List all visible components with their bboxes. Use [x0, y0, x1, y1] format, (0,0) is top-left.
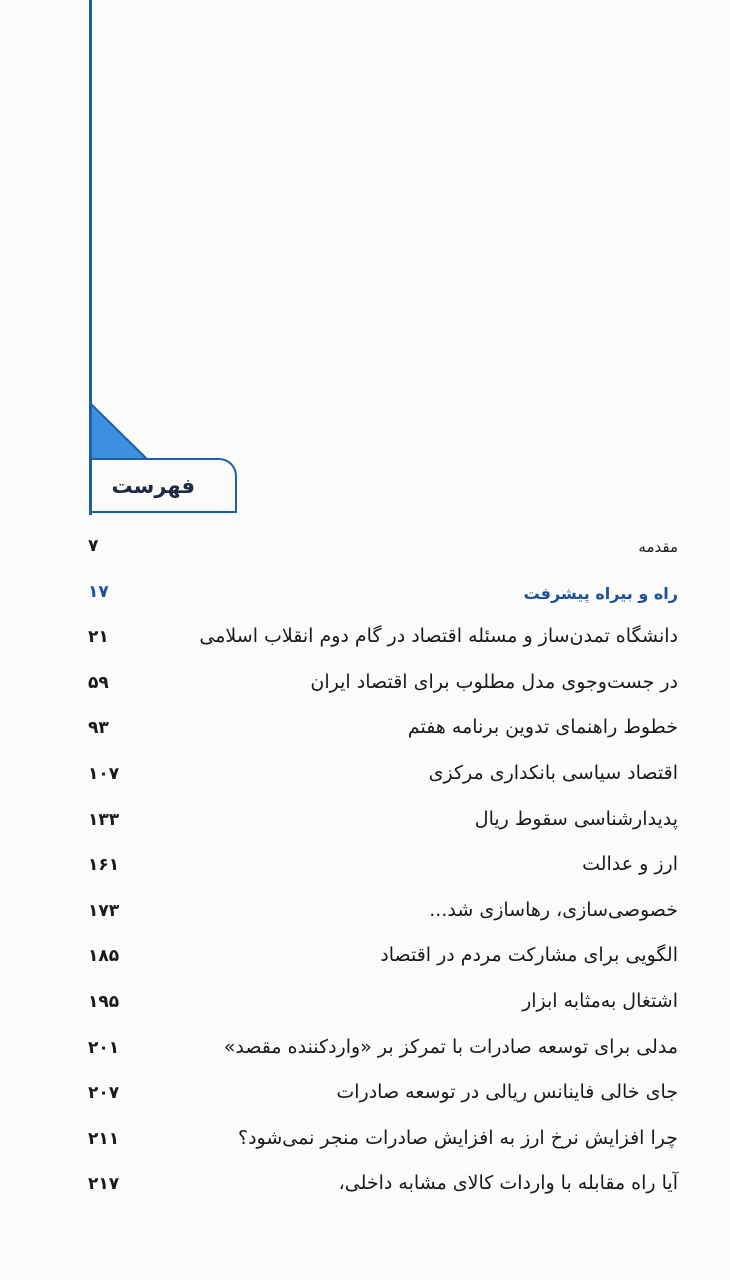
- page-title: فهرست: [111, 474, 195, 498]
- toc-entry-page-number: ۹۳: [88, 718, 109, 739]
- heading-box: [89, 458, 237, 513]
- toc-entry-page-number: ۱۸۵: [88, 946, 120, 967]
- toc-entry-page-number: ۱۳۳: [88, 809, 120, 830]
- toc-entry-page-number: ۱۷۳: [88, 900, 120, 921]
- toc-entry[interactable]: [0, 1166, 730, 1212]
- toc-entry-title: ارز و عدالت: [582, 853, 678, 876]
- toc-entry[interactable]: [0, 1075, 730, 1121]
- toc-entry[interactable]: [0, 619, 730, 665]
- toc-entry-title: چرا افزایش نرخ ارز به افزایش صادرات منجر نمی‌شود؟: [237, 1126, 678, 1149]
- toc-entry-page-number: ۲۱: [88, 627, 109, 648]
- toc-entry-title: خطوط راهنمای تدوین برنامه هفتم: [407, 716, 678, 739]
- toc-entry-title: راه و بیراه پیشرفت: [523, 583, 678, 603]
- toc-entry-title: خصوصی‌سازی، رهاسازی شد...: [429, 898, 678, 921]
- toc-entry[interactable]: [0, 847, 730, 893]
- toc-entry-page-number: ۲۱۱: [88, 1128, 120, 1149]
- toc-entry-title: جای خالی فاینانس ریالی در توسعه صادرات: [336, 1081, 678, 1104]
- toc-entry-title: آیا راه مقابله با واردات کالای مشابه داخلی،: [338, 1172, 678, 1195]
- toc-entry-page-number: ۱۰۷: [88, 764, 120, 784]
- toc-entry[interactable]: [0, 710, 730, 756]
- toc-entry-page-number: ۱۹۵: [88, 992, 120, 1012]
- toc-entry-page-number: ۲۰۷: [88, 1083, 120, 1104]
- toc-entry[interactable]: [0, 528, 730, 574]
- toc-entry-title: مدلی برای توسعه صادرات با تمرکز بر «واردکننده مقصد»: [223, 1035, 678, 1058]
- toc-entry-title: پدیدارشناسی سقوط ریال: [474, 807, 678, 830]
- toc-entry-page-number: ۲۱۷: [88, 1174, 120, 1195]
- toc-entry-title: الگویی برای مشارکت مردم در اقتصاد: [380, 944, 678, 967]
- toc-entry-page-number: ۲۰۱: [88, 1037, 120, 1058]
- toc-entry[interactable]: [0, 574, 730, 620]
- toc-entry[interactable]: [0, 1121, 730, 1167]
- toc-entry-title: دانشگاه تمدن‌ساز و مسئله اقتصاد در گام دوم انقلاب اسلامی: [199, 625, 678, 648]
- toc-entry-title: مقدمه: [638, 538, 678, 556]
- toc-entry[interactable]: [0, 938, 730, 984]
- toc-entry-title: اشتغال به‌مثابه ابزار: [522, 990, 678, 1012]
- toc-entry-title: در جست‌وجوی مدل مطلوب برای اقتصاد ایران: [310, 670, 678, 693]
- toc-entry[interactable]: [0, 802, 730, 848]
- toc-entry-page-number: ۱۷: [88, 581, 109, 602]
- toc-entry[interactable]: [0, 756, 730, 802]
- frame-vertical-line: [89, 0, 92, 515]
- toc-entry[interactable]: [0, 1030, 730, 1076]
- toc-entry[interactable]: [0, 893, 730, 939]
- toc-entry[interactable]: [0, 984, 730, 1030]
- toc-entry-page-number: ۱۶۱: [88, 855, 120, 876]
- toc-entry-page-number: ۵۹: [88, 672, 109, 693]
- toc-entry-title: اقتصاد سیاسی بانکداری مرکزی: [428, 762, 678, 784]
- toc-entry[interactable]: [0, 665, 730, 711]
- toc-entry-page-number: ۷: [88, 536, 99, 556]
